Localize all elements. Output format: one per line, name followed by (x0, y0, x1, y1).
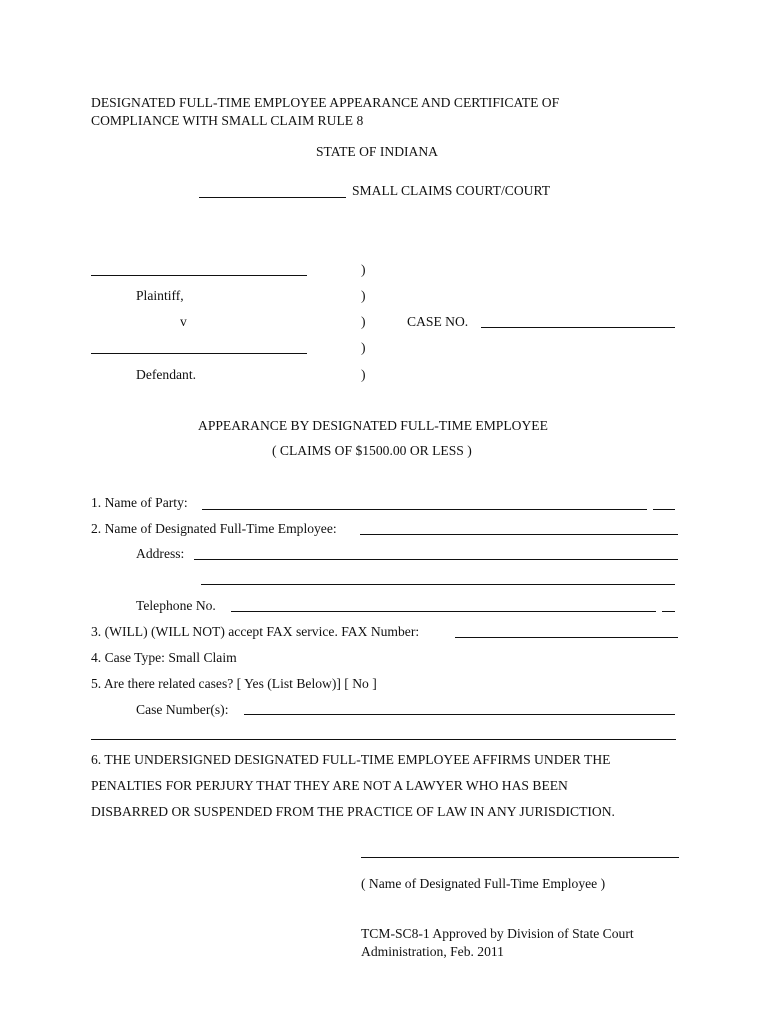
appearance-heading: APPEARANCE BY DESIGNATED FULL-TIME EMPLOYEE (198, 418, 548, 433)
affirmation-line-2: PENALTIES FOR PERJURY THAT THEY ARE NOT A LAWYER WHO HAS BEEN (91, 778, 568, 793)
fax-number-blank[interactable] (455, 637, 678, 638)
signature-label: ( Name of Designated Full-Time Employee ) (361, 876, 606, 891)
name-of-party-blank[interactable] (202, 509, 647, 510)
affirmation-line-3: DISBARRED OR SUSPENDED FROM THE PRACTICE OF LAW IN ANY JURISDICTION. (91, 804, 615, 819)
signature-blank[interactable] (361, 857, 679, 858)
address-label: Address: (136, 546, 185, 561)
telephone-label: Telephone No. (136, 598, 216, 613)
name-of-party-blank-extra[interactable] (653, 509, 675, 510)
caption-paren: ) (361, 314, 366, 329)
fax-label: 3. (WILL) (WILL NOT) accept FAX service. FAX Number: (91, 624, 420, 639)
form-id-line-1: TCM-SC8-1 Approved by Division of State Court (361, 926, 634, 941)
address-blank-line-1[interactable] (194, 559, 678, 560)
case-numbers-blank-line-2[interactable] (91, 739, 676, 740)
telephone-blank-extra[interactable] (662, 611, 675, 612)
name-of-party-label: 1. Name of Party: (91, 495, 188, 510)
case-numbers-label: Case Number(s): (136, 702, 229, 717)
affirmation-line-1: 6. THE UNDERSIGNED DESIGNATED FULL-TIME EMPLOYEE AFFIRMS UNDER THE (91, 752, 611, 767)
telephone-blank[interactable] (231, 611, 656, 612)
state-heading: STATE OF INDIANA (316, 144, 439, 159)
form-title-line-2: COMPLIANCE WITH SMALL CLAIM RULE 8 (91, 113, 364, 128)
form-title-line-1: DESIGNATED FULL-TIME EMPLOYEE APPEARANCE AND CERTIFICATE OF (91, 95, 560, 110)
caption-paren: ) (361, 340, 366, 355)
address-blank-line-2[interactable] (201, 584, 675, 585)
plaintiff-name-blank[interactable] (91, 275, 307, 276)
versus-label: v (180, 314, 187, 329)
case-numbers-blank[interactable] (244, 714, 675, 715)
form-id-line-2: Administration, Feb. 2011 (361, 944, 504, 959)
case-no-blank[interactable] (481, 327, 675, 328)
caption-paren: ) (361, 262, 366, 277)
case-type-label: 4. Case Type: Small Claim (91, 650, 237, 665)
employee-name-label: 2. Name of Designated Full-Time Employee: (91, 521, 337, 536)
defendant-label: Defendant. (136, 367, 197, 382)
caption-paren: ) (361, 288, 366, 303)
appearance-subheading: ( CLAIMS OF $1500.00 OR LESS ) (272, 443, 472, 458)
court-name-blank[interactable] (199, 197, 346, 198)
plaintiff-label: Plaintiff, (136, 288, 184, 303)
employee-name-blank[interactable] (360, 534, 678, 535)
court-heading: SMALL CLAIMS COURT/COURT (352, 183, 551, 198)
case-no-label: CASE NO. (407, 314, 469, 329)
related-cases-label: 5. Are there related cases? [ Yes (List Below)] [ No ] (91, 676, 377, 691)
caption-paren: ) (361, 367, 366, 382)
defendant-name-blank[interactable] (91, 353, 307, 354)
